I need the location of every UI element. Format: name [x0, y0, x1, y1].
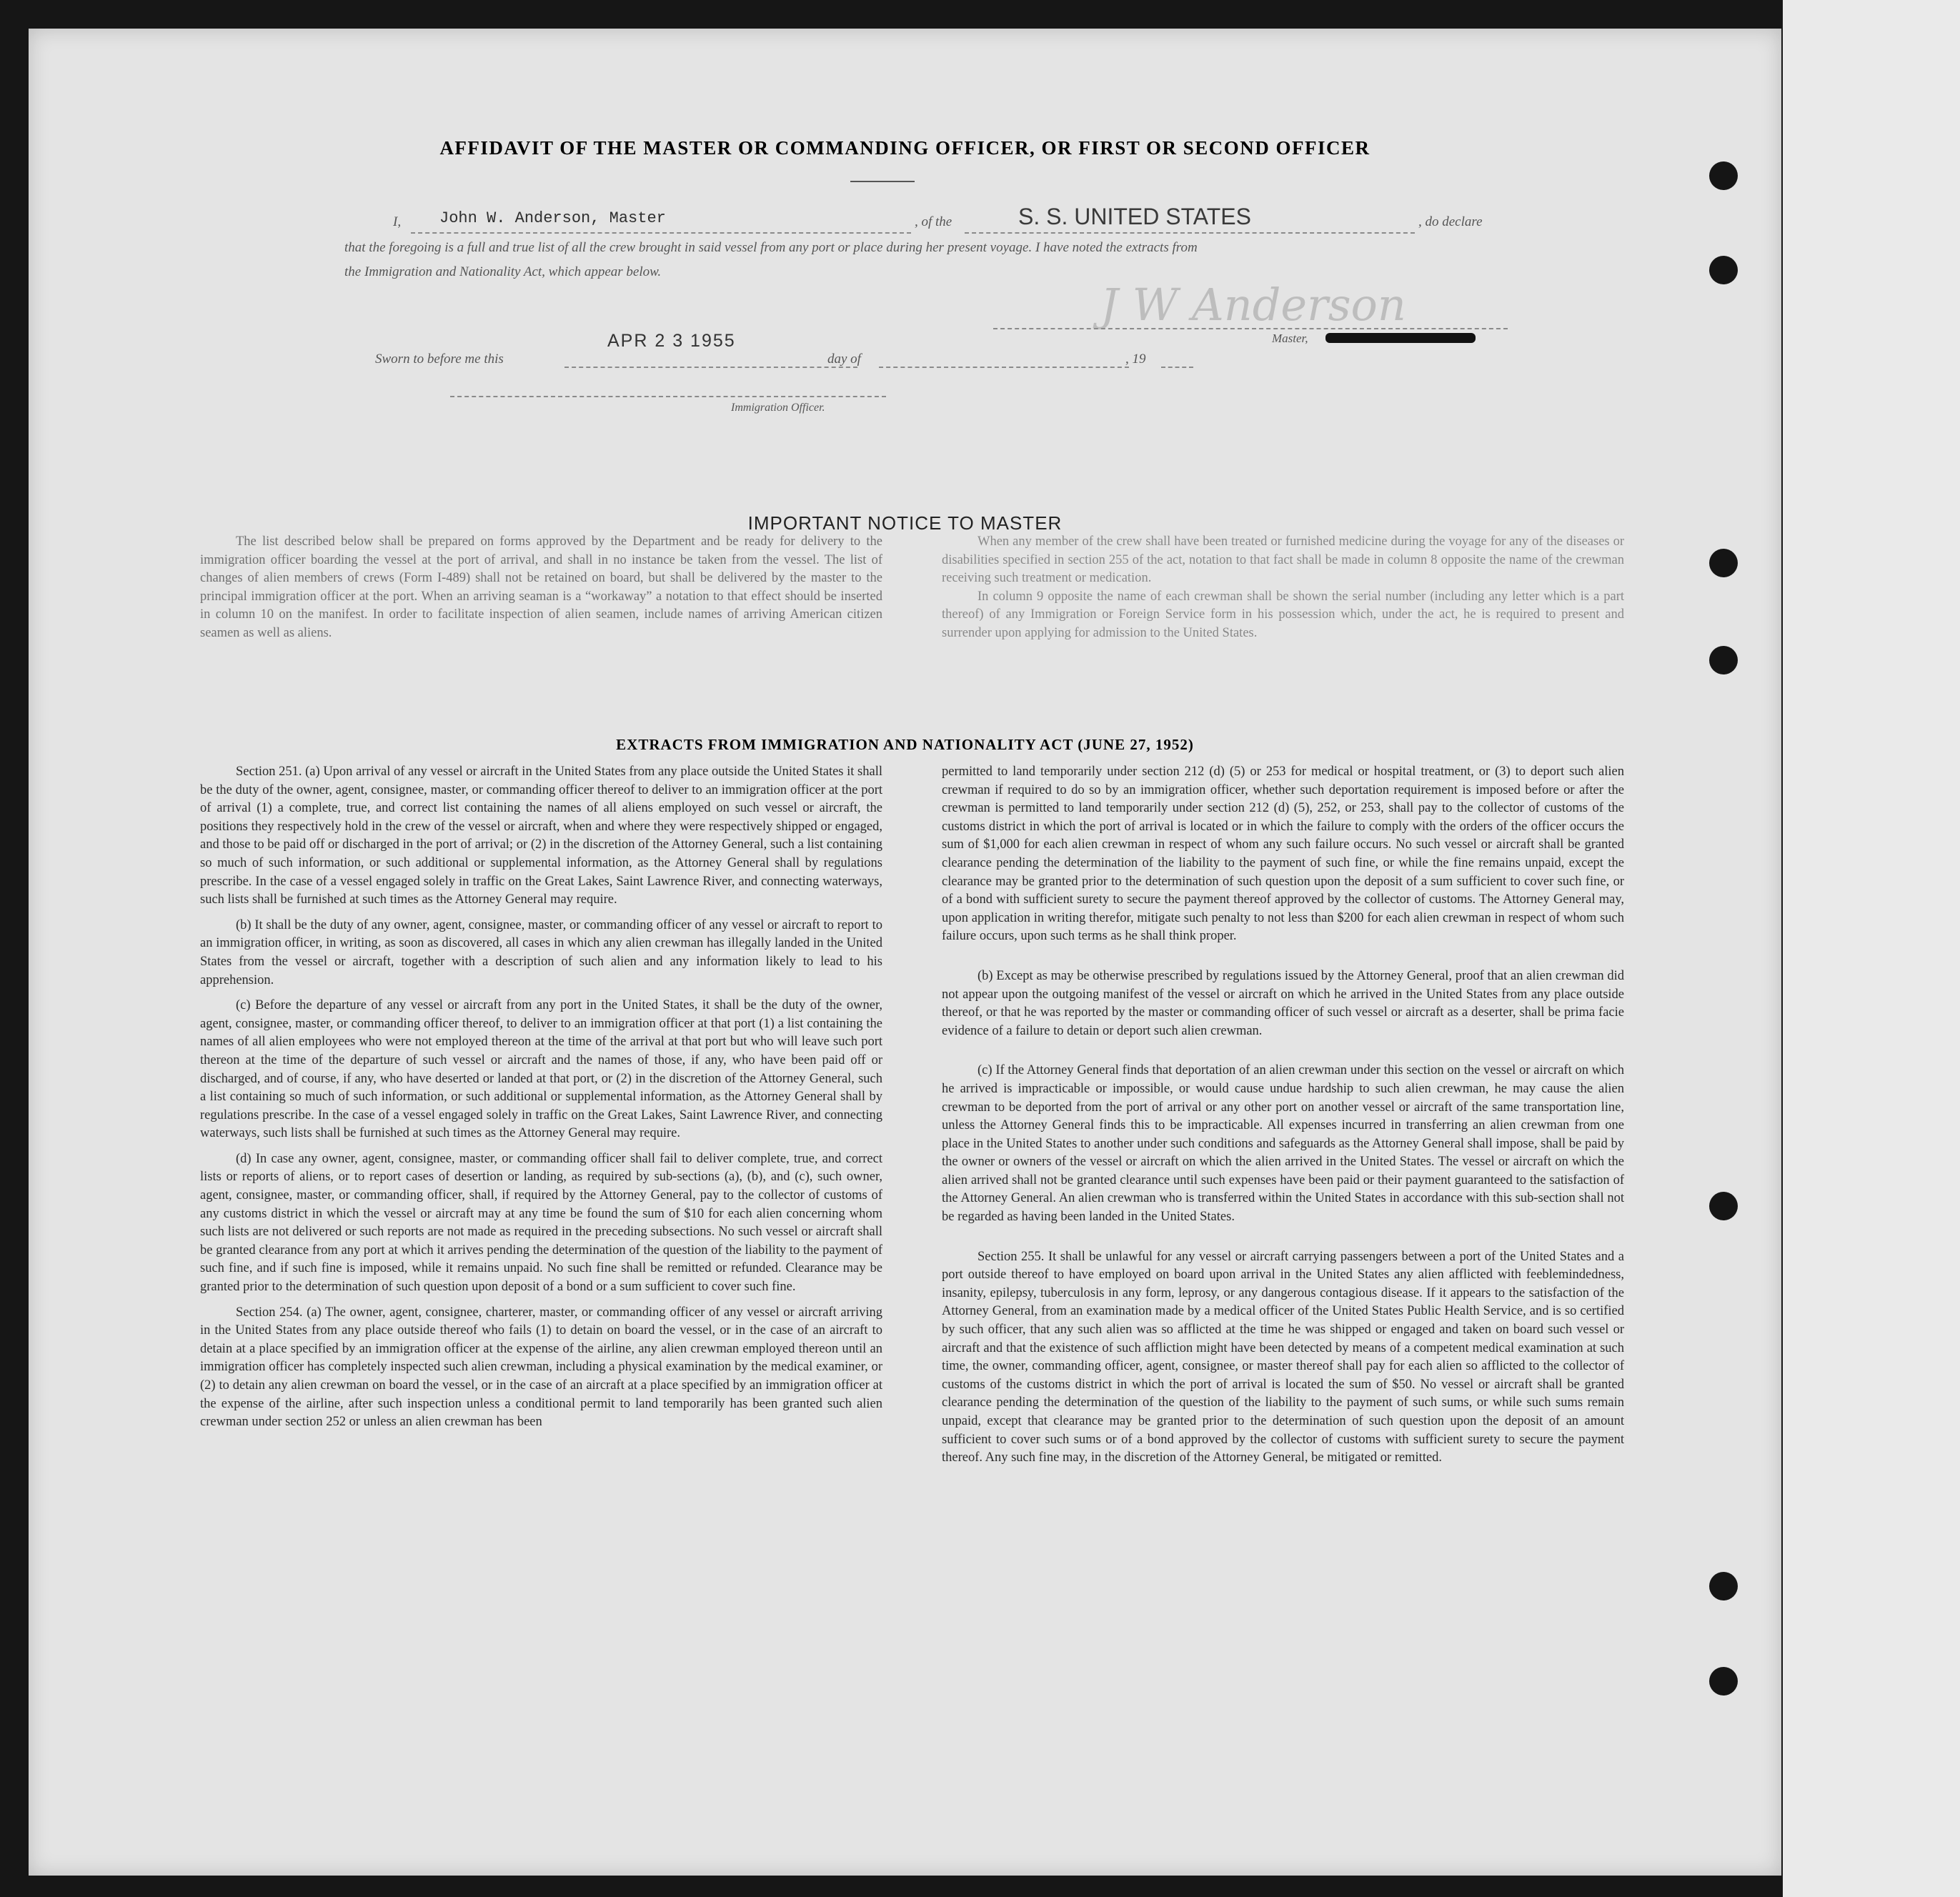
section-254-a-cont: permitted to land temporarily under section 212 (d) (5) or 253 for medical or hospital treatment, or (3) to deport such alien crewman if required to do so by an immigration officer, whether such deportation requirement is imposed before or after the crewman is permitted to land temporarily under section 212 (d) (5), 252, or 253, shall pay to the collector of customs of the customs district in which the port of arrival is located or in which the failure to comply with the orders of the officer occurs the sum of $1,000 for each alien crewman in respect of whom any such failure occurs. No such vessel or aircraft shall be granted clearance pending the determination of the liability to the payment of such fine, or while the fine remains unpaid, except the clearance may be granted prior to the determination of such question upon the deposit of a sum sufficient to cover such fine, or of a bond with sufficient surety to secure the payment thereof approved by the collector of customs. The Attorney General may, upon application in writing therefor, mitigate such penalty to not less than $200 for each alien crewman in respect of whom such failure occurs, upon such terms as he shall think proper. [942, 765, 1624, 944]
sworn-date-stamp: APR 2 3 1955 [607, 331, 736, 351]
extracts-left-column [200, 763, 882, 1439]
master-name: John W. Anderson, Master [439, 209, 666, 227]
master-signature: J W Anderson [1100, 279, 1406, 331]
section-251-d: (d) In case any owner, agent, consignee, master, or commanding officer shall fail to deliver complete, true, and correct lists or reports of aliens, or to report cases of desertion or landing, as required by sub-sections (a), (b), and (c), such owner, agent, consignee, master, or commanding officer, shall, if required by the Attorney General, pay to the collector of customs of any customs district in which the vessel or aircraft may at any time be found the sum of $10 for each alien concerning whom such lists are not delivered or such reports are not made as required in the preceding subsections. No such vessel or aircraft shall be granted clearance from any port at which it arrives pending the determination of the question of the liability to the payment of such fine, and if such fine is imposed, while it remains unpaid. No such fine shall be remitted or refunded. Clearance may be granted prior to the determination of such question upon deposit of a bond or a sum sufficient to cover such fine. [200, 1151, 882, 1295]
extracts-right-column [942, 763, 1624, 1475]
affidavit-title: AFFIDAVIT OF THE MASTER OR COMMANDING OFFICER, OR FIRST OR SECOND OFFICER [439, 137, 1370, 159]
extracts-title: EXTRACTS FROM IMMIGRATION AND NATIONALITY ACT (JUNE 27, 1952) [616, 736, 1194, 753]
section-254-a: Section 254. (a) The owner, agent, consignee, charterer, master, or commanding officer of any vessel or aircraft arriving in the United States from any place outside thereof who fails (1) to detain on board the vessel, or in the case of an aircraft to detain at a place specified by an immigration officer at the expense of the airline, any alien crewman employed thereon until an immigration officer has completely inspected such alien crewman, including a physical examination by the medical examiner, or (2) to detain any alien crewman on board the vessel, or in the case of an aircraft at a place specified by an immigration officer at the expense of the airline, after such inspection unless a conditional permit to land temporarily has been granted such alien crewman under section 252 or unless an alien crewman has been [200, 1305, 882, 1430]
adjacent-page-edge [1783, 0, 1960, 1897]
punch-hole [1709, 161, 1738, 190]
redaction-mark [1325, 333, 1476, 343]
sworn-month-blank [879, 361, 1129, 368]
title-underline [850, 181, 915, 182]
lead-i: I, [393, 214, 402, 229]
punch-hole [1709, 1192, 1738, 1220]
sworn-label: Sworn to before me this [375, 352, 504, 367]
do-declare-label: , do declare [1418, 214, 1483, 229]
section-251-a: Section 251. (a) Upon arrival of any vessel or aircraft in the United States from any place outside the United States it shall be the duty of the owner, agent, consignee, master, or commanding officer thereof to deliver to an immigration officer at the port of arrival (1) a complete, true, and correct list containing the names of all aliens employed on such vessel or aircraft, the positions they respectively hold in the crew of the vessel or aircraft, when and where they were respectively shipped or engaged, and those to be paid off or discharged in the port of arrival; or (2) in the discretion of the Attorney General, such a list containing so much of such information, or such additional or supplemental information, as the Attorney General shall by regulations prescribe. In the case of a vessel engaged solely in traffic on the Great Lakes, Saint Lawrence River, and connecting waterways, such lists shall be furnished at such times as the Attorney General may require. [200, 765, 882, 907]
officer-signature-line [450, 393, 886, 397]
punch-hole [1709, 646, 1738, 674]
punch-hole [1709, 1572, 1738, 1600]
notice-right-paragraph-1: When any member of the crew shall have been treated or furnished medicine during the voyage for any of the diseases or disabilities specified in section 255 of the act, notation to that fact shall be made in column 8 opposite the name of the crewman receiving such treatment or medication. [942, 534, 1624, 586]
notice-title: IMPORTANT NOTICE TO MASTER [747, 512, 1063, 534]
year-blank [1161, 361, 1193, 368]
section-255: Section 255. It shall be unlawful for any vessel or aircraft carrying passengers between a port of the United States and a port outside thereof to have employed on board upon arrival in the United States any alien afflicted with feeblemindedness, insanity, epilepsy, tuberculosis in any form, leprosy, or any dangerous contagious disease. If it appears to the satisfaction of the Attorney General, from an examination made by a medical officer of the United States Public Health Service, and is so certified by such officer, that any such alien was so afflicted at the time he was shipped or engaged and taken on board such vessel or aircraft and that the existence of such affliction might have been detected by means of a competent medical examination at such time, the owner, commanding officer, agent, consignee, or master thereof shall pay for each alien so afflicted to the collector of customs of the customs district in which the port of arrival is located the sum of $50. No vessel or aircraft shall be granted clearance pending the determination of the question of the liability to the payment of such sums, or while such sums remain unpaid, except that clearance may be granted prior to the determination of such question upon the deposit of an amount sufficient to cover such sums or of a bond approved by the collector of customs with sufficient surety to secure the payment thereof. Any such fine may, in the discretion of the Attorney General, be mitigated or remitted. [942, 1249, 1624, 1465]
punch-hole [1709, 549, 1738, 577]
notice-right-paragraph-2: In column 9 opposite the name of each crewman shall be shown the serial number (including any letter which is a part thereof) of any Immigration or Foreign Service form in his possession which, under the act, he is required to present and surrender upon applying for admission to the United States. [942, 589, 1624, 640]
document-page [29, 29, 1781, 1876]
statement-line-1: that the foregoing is a full and true list of all the crew brought in said vessel from any port or place during her present voyage. I have noted the extracts from [344, 240, 1198, 255]
sworn-day-blank [564, 361, 857, 368]
officer-label: Immigration Officer. [731, 402, 825, 414]
master-label: Master, [1272, 332, 1308, 345]
notice-right [942, 533, 1624, 650]
notice-left [200, 533, 882, 650]
section-254-c: (c) If the Attorney General finds that deportation of an alien crewman under this section on the vessel or aircraft on which he arrived is impracticable or impossible, or would cause undue hardship to such alien crewman, he may cause the alien crewman to be deported from the port of arrival or any other port on another vessel or aircraft of the same transportation line, unless the Attorney General finds this to be impracticable. All expenses incurred in transferring an alien crewman from one place in the United States to another under such conditions and safeguards as the Attorney General shall impose, shall be paid by the owner or owners of the vessel or aircraft on which the alien arrived in the United States. The vessel or aircraft on which the alien arrived shall not be granted clearance until such expenses have been paid or their payment guaranteed to the satisfaction of the Attorney General. An alien crewman who is transferred within the United States in accordance with this sub-section shall not be regarded as having been landed in the United States. [942, 1063, 1624, 1225]
section-254-b: (b) Except as may be otherwise prescribed by regulations issued by the Attorney General, proof that an alien crewman did not appear upon the outgoing manifest of the vessel or aircraft on which he arrived in the United States from any place outside thereof, or that he was reported by the master or commanding officer of such vessel or aircraft as a deserter, shall be prima facie evidence of a failure to detain or deport such alien crewman. [942, 968, 1624, 1038]
vessel-name: S. S. UNITED STATES [1018, 204, 1251, 229]
notice-left-paragraph: The list described below shall be prepared on forms approved by the Department and be ready for delivery to the immigration officer boarding the vessel at the port of arrival, and shall in no instance be taken from the vessel. The list of changes of alien members of crews (Form I-489) shall not be retained on board, but shall be delivered by the master to the principal immigration officer at the port. When an arriving seaman is a “workaway” a notation to that effect should be inserted in column 10 on the manifest. In order to facilitate inspection of alien seamen, include names of arriving American citizen seamen as well as aliens. [200, 534, 882, 640]
of-the-label: , of the [915, 214, 952, 229]
section-251-c: (c) Before the departure of any vessel or aircraft from any port in the United States, it shall be the duty of the owner, agent, consignee, master, or commanding officer thereof, to deliver to an immigration officer at that port (1) a list containing the names of all alien employees who were not employed thereon at the time of the arrival at that port but who will leave such port thereon at the time of the departure of such vessel or aircraft and the names of those, if any, who have been paid off or discharged, and of course, if any, who have deserted or landed at that port, or (2) in the discretion of the Attorney General, such a list containing so much of such information, or such additional or supplemental information, as the Attorney General shall by regulations prescribe. In the case of a vessel engaged solely in traffic on the Great Lakes, Saint Lawrence River, and connecting waterways, such lists shall be furnished at such times as the Attorney General may require. [200, 998, 882, 1141]
punch-hole [1709, 256, 1738, 284]
signature-line [993, 325, 1508, 329]
punch-hole [1709, 1667, 1738, 1696]
section-251-b: (b) It shall be the duty of any owner, agent, consignee, master, or commanding officer of any vessel or aircraft to report to an immigration officer, in writing, as soon as discovered, all cases in which any alien crewman has illegally landed in the United States from the vessel or aircraft, together with a description of such alien and any information likely to lead to his apprehension. [200, 917, 882, 987]
statement-line-2: the Immigration and Nationality Act, which appear below. [344, 264, 662, 279]
year-prefix: , 19 [1125, 352, 1146, 367]
day-of-label: day of [827, 352, 861, 367]
